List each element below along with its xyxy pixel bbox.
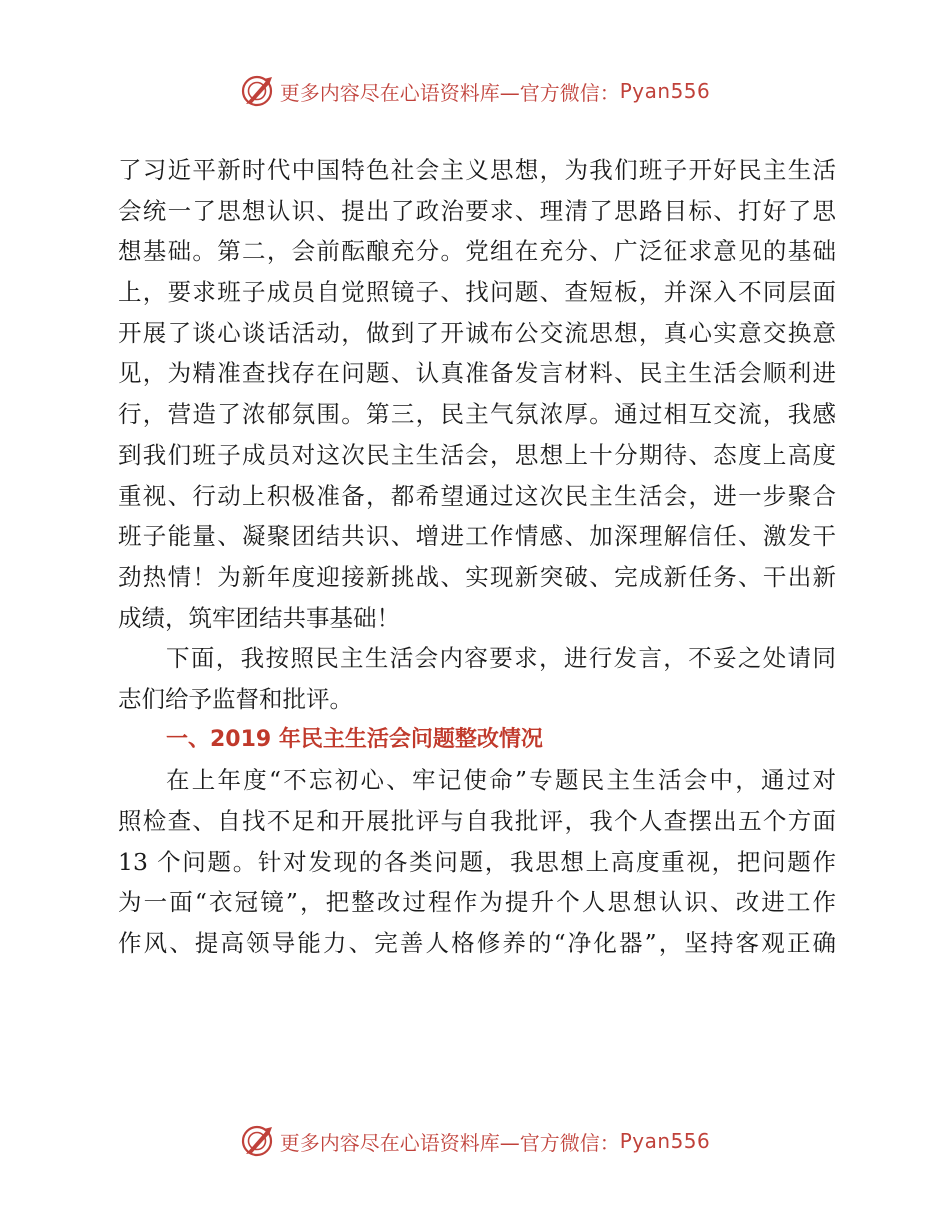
text-line: 上，要求班子成员自觉照镜子、找问题、查短板，并深入不同层面 [118, 278, 836, 307]
quill-logo-icon [240, 74, 274, 108]
header-wechat-id: Pyan556 [619, 79, 711, 103]
text-line: 在上年度“不忘初心、牢记使命”专题民主生活会中，通过对 [166, 766, 836, 795]
text-line: 开展了谈心谈话活动，做到了开诚布公交流思想，真心实意交换意 [118, 318, 836, 347]
footer-banner [0, 1121, 950, 1161]
footer-wechat-id: Pyan556 [619, 1129, 711, 1153]
header-text: 更多内容尽在心语资料库—官方微信： [279, 80, 620, 105]
text-line: 成绩，筑牢团结共事基础！ [118, 603, 400, 632]
section-heading: 一、2019 年民主生活会问题整改情况 [166, 726, 543, 752]
text-line: 13 个问题。针对发现的各类问题，我思想上高度重视，把问题作 [118, 847, 836, 876]
quill-logo-icon [240, 1124, 274, 1158]
paragraph-2 [118, 638, 836, 719]
text-line: 行，营造了浓郁氛围。第三，民主气氛浓厚。通过相互交流，我感 [118, 400, 836, 429]
text-line: 志们给予监督和批评。 [118, 684, 353, 713]
text-line: 班子能量、凝聚团结共识、增进工作情感、加深理解信任、激发干 [118, 522, 836, 551]
paragraph-1 [118, 150, 836, 638]
text-line: 到我们班子成员对这次民主生活会，思想上十分期待、态度上高度 [118, 440, 836, 469]
text-line: 照检查、自找不足和开展批评与自我批评，我个人查摆出五个方面 [118, 807, 836, 835]
document-body [118, 150, 836, 964]
text-line: 了习近平新时代中国特色社会主义思想，为我们班子开好民主生活 [118, 156, 836, 184]
text-line: 为一面“衣冠镜”，把整改过程作为提升个人思想认识、改进工作 [118, 888, 836, 917]
text-line: 见，为精准查找存在问题、认真准备发言材料、民主生活会顺利进 [118, 359, 836, 388]
header-banner [0, 71, 950, 111]
text-line: 作风、提高领导能力、完善人格修养的“净化器”，坚持客观正确 [118, 929, 836, 958]
text-line: 想基础。第二，会前酝酿充分。党组在充分、广泛征求意见的基础 [118, 237, 836, 266]
text-line: 会统一了思想认识、提出了政治要求、理清了思路目标、打好了思 [118, 196, 836, 225]
paragraph-3 [118, 760, 836, 963]
text-line: 劲热情！为新年度迎接新挑战、实现新突破、完成新任务、干出新 [118, 562, 836, 591]
footer-text: 更多内容尽在心语资料库—官方微信： [279, 1130, 620, 1155]
text-line: 重视、行动上积极准备，都希望通过这次民主生活会，进一步聚合 [118, 481, 836, 510]
text-line: 下面，我按照民主生活会内容要求，进行发言，不妥之处请同 [166, 644, 836, 673]
